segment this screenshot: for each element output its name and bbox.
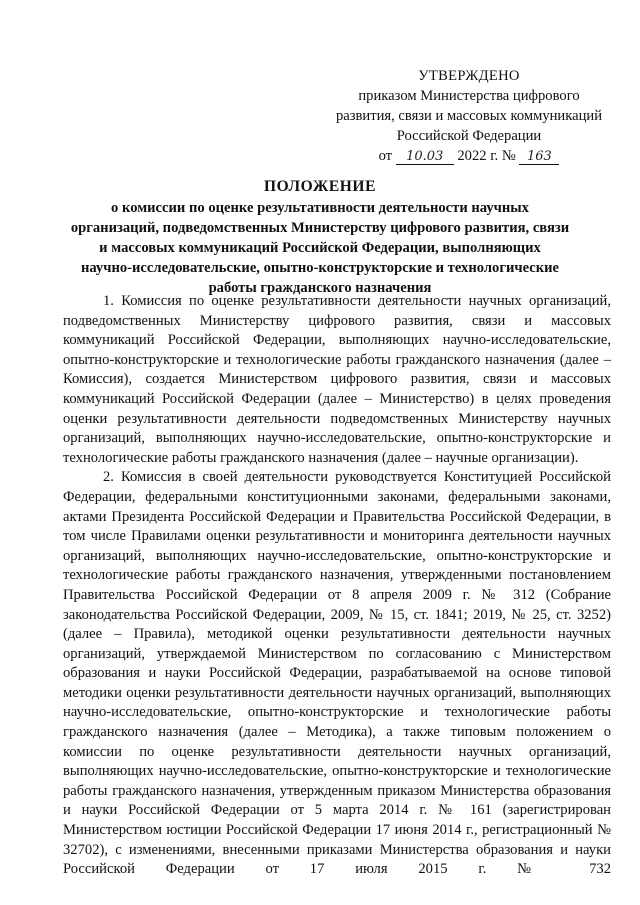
approval-date-line bbox=[330, 146, 608, 166]
year-text: 2022 г. № bbox=[457, 148, 516, 164]
document-heading bbox=[40, 177, 600, 298]
document-title: ПОЛОЖЕНИЕ bbox=[263, 178, 377, 195]
document-body bbox=[63, 292, 611, 880]
document-subtitle bbox=[40, 198, 600, 298]
paragraph-1: 1. Комиссия по оценке результативности деятельности научных организаций, подведомственных Министерству цифрового развития, связи и массовых коммуникаций Российской Федерации, выполняющих научно-исследовательские, опытно-конструкторские и технологические работы гражданского назначения (далее – Комиссия), создается Министерством цифрового развития, связи и массовых коммуникаций Российской Федерации (далее – Министерство) в целях проведения оценки результативности деятельности подведомственных Министерству научных организаций, выполняющих научно-исследовательские, опытно-конструкторские и технологические работы гражданского назначения (далее – научные организации). bbox=[63, 293, 611, 466]
approval-line-3: Российской Федерации bbox=[396, 128, 542, 144]
subtitle-line: и массовых коммуникаций Российской Федерации, выполняющих bbox=[99, 240, 541, 256]
subtitle-line: организаций, подведомственных Министерству цифрового развития, связи bbox=[70, 220, 570, 236]
date-prefix: от bbox=[378, 148, 393, 164]
subtitle-line: научно-исследовательские, опытно-конструкторские и технологические bbox=[80, 260, 560, 276]
approval-label: УТВЕРЖДЕНО bbox=[418, 68, 520, 84]
approval-line-2: развития, связи и массовых коммуникаций bbox=[335, 108, 603, 124]
approval-block bbox=[330, 66, 608, 166]
subtitle-line: о комиссии по оценке результативности деятельности научных bbox=[111, 200, 529, 216]
approval-line-1: приказом Министерства цифрового bbox=[358, 88, 580, 104]
subtitle-line: работы гражданского назначения bbox=[208, 280, 432, 296]
handwritten-date: 10.03 bbox=[406, 149, 444, 164]
number-field bbox=[519, 146, 559, 165]
paragraph-2: 2. Комиссия в своей деятельности руководствуется Конституцией Российской Федерации, федеральными конституционными законами, федеральными законами, актами Президента Российской Федерации и Правительства Российской Федерации, в том числе Правилами оценки результативности и мониторинга деятельности научных организаций, выполняющих научно-исследовательские, опытно-конструкторские и технологические работы гражданского назначения, утвержденными постановлением Правительства Российской Федерации от 8 апреля 2009 г. № 312 (Собрание законодательства Российской Федерации, 2009, № 15, ст. 1841; 2019, № 25, ст. 3252) (далее – Правила), методикой оценки результативности деятельности научных организаций, утверждаемой Министерством по согласованию с Министерством образования и науки Российской Федерации, разрабатываемой на основе типовой методики оценки результативности деятельности научных организаций, выполняющих научно-исследовательские, опытно-конструкторские и технологические работы гражданского назначения (далее – Методика), а также типовым положением о комиссии по оценке результативности деятельности научных организаций, выполняющих научно-исследовательские, опытно-конструкторские и технологические работы гражданского назначения, утвержденным приказом Министерства образования и науки Российской Федерации от 5 марта 2014 г. № 161 (зарегистрирован Министерством юстиции Российской Федерации 17 июня 2014 г., регистрационный № 32702), с изменениями, внесенными приказами Министерства образования и науки Российской Федерации от 17 июля 2015 г. № 732 bbox=[63, 469, 611, 878]
handwritten-number: 163 bbox=[527, 149, 552, 164]
date-field bbox=[396, 146, 454, 165]
